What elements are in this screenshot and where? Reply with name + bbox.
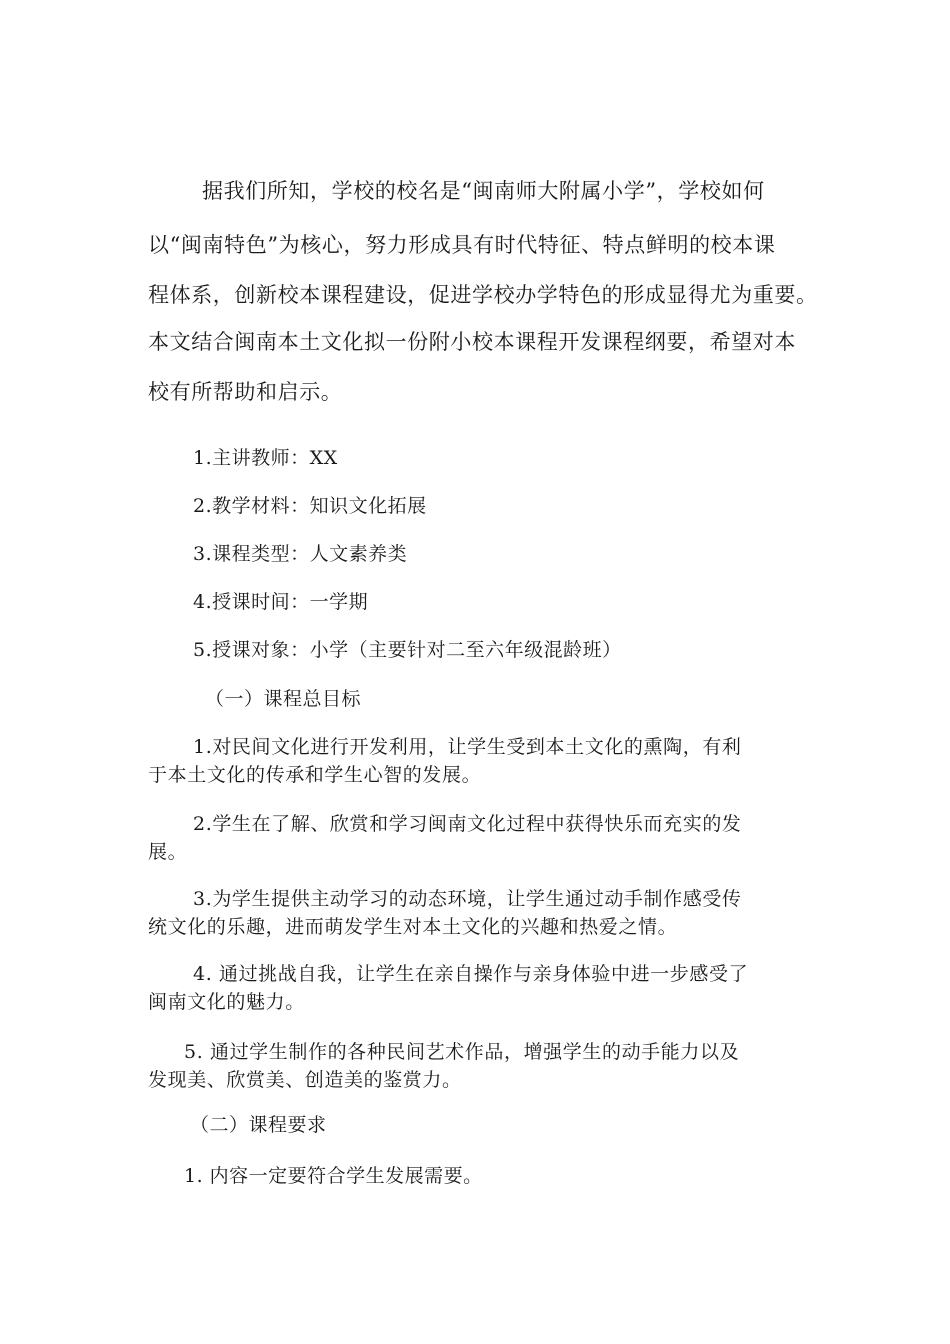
goal-2-first-line: 2.学生在了解、欣赏和学习闽南文化过程中获得快乐而充实的发 <box>193 813 742 835</box>
info-item-materials: 2.教学材料：知识文化拓展 <box>193 495 427 517</box>
intro-line-4: 本文结合闽南本土文化拟一份附小校本课程开发课程纲要，希望对本 <box>148 330 796 354</box>
goal-paragraph-4 <box>148 960 838 1016</box>
intro-line-2: 以“闽南特色”为核心，努力形成具有时代特征、特点鲜明的校本课 <box>148 233 776 257</box>
goal-paragraph-1 <box>148 733 838 789</box>
intro-line-1: 据我们所知，学校的校名是“闽南师大附属小学”，学校如何 <box>202 179 765 203</box>
goal-2-continuation: 展。 <box>148 841 188 863</box>
goal-4-first-line: 4. 通过挑战自我，让学生在亲自操作与亲身体验中进一步感受了 <box>193 963 749 985</box>
goal-3-continuation: 统文化的乐趣，进而萌发学生对本土文化的兴趣和热爱之情。 <box>148 916 678 938</box>
goal-1-first-line: 1.对民间文化进行开发利用，让学生受到本土文化的熏陶，有利 <box>193 736 742 758</box>
goal-paragraph-5 <box>148 1038 838 1094</box>
goal-4-continuation: 闽南文化的魅力。 <box>148 991 305 1013</box>
requirement-item-1: 1. 内容一定要符合学生发展需要。 <box>184 1165 483 1187</box>
goal-paragraph-2 <box>148 810 838 866</box>
section-heading-requirements: （二）课程要求 <box>190 1114 327 1136</box>
section-heading-goals: （一）课程总目标 <box>205 688 362 710</box>
goal-5-first-line: 5. 通过学生制作的各种民间艺术作品，增强学生的动手能力以及 <box>184 1041 740 1063</box>
goal-paragraph-3 <box>148 885 838 941</box>
intro-line-5: 校有所帮助和启示。 <box>148 380 343 404</box>
info-item-type: 3.课程类型：人文素养类 <box>193 543 408 565</box>
info-item-audience: 5.授课对象：小学（主要针对二至六年级混龄班） <box>193 639 622 661</box>
goal-5-continuation: 发现美、欣赏美、创造美的鉴赏力。 <box>148 1069 462 1091</box>
goal-1-continuation: 于本土文化的传承和学生心智的发展。 <box>148 764 482 786</box>
intro-line-3: 程体系，创新校本课程建设，促进学校办学特色的形成显得尤为重要。 <box>148 283 818 307</box>
goal-3-first-line: 3.为学生提供主动学习的动态环境，让学生通过动手制作感受传 <box>193 888 742 910</box>
info-item-time: 4.授课时间：一学期 <box>193 591 369 613</box>
info-item-teacher: 1.主讲教师：XX <box>193 447 338 469</box>
